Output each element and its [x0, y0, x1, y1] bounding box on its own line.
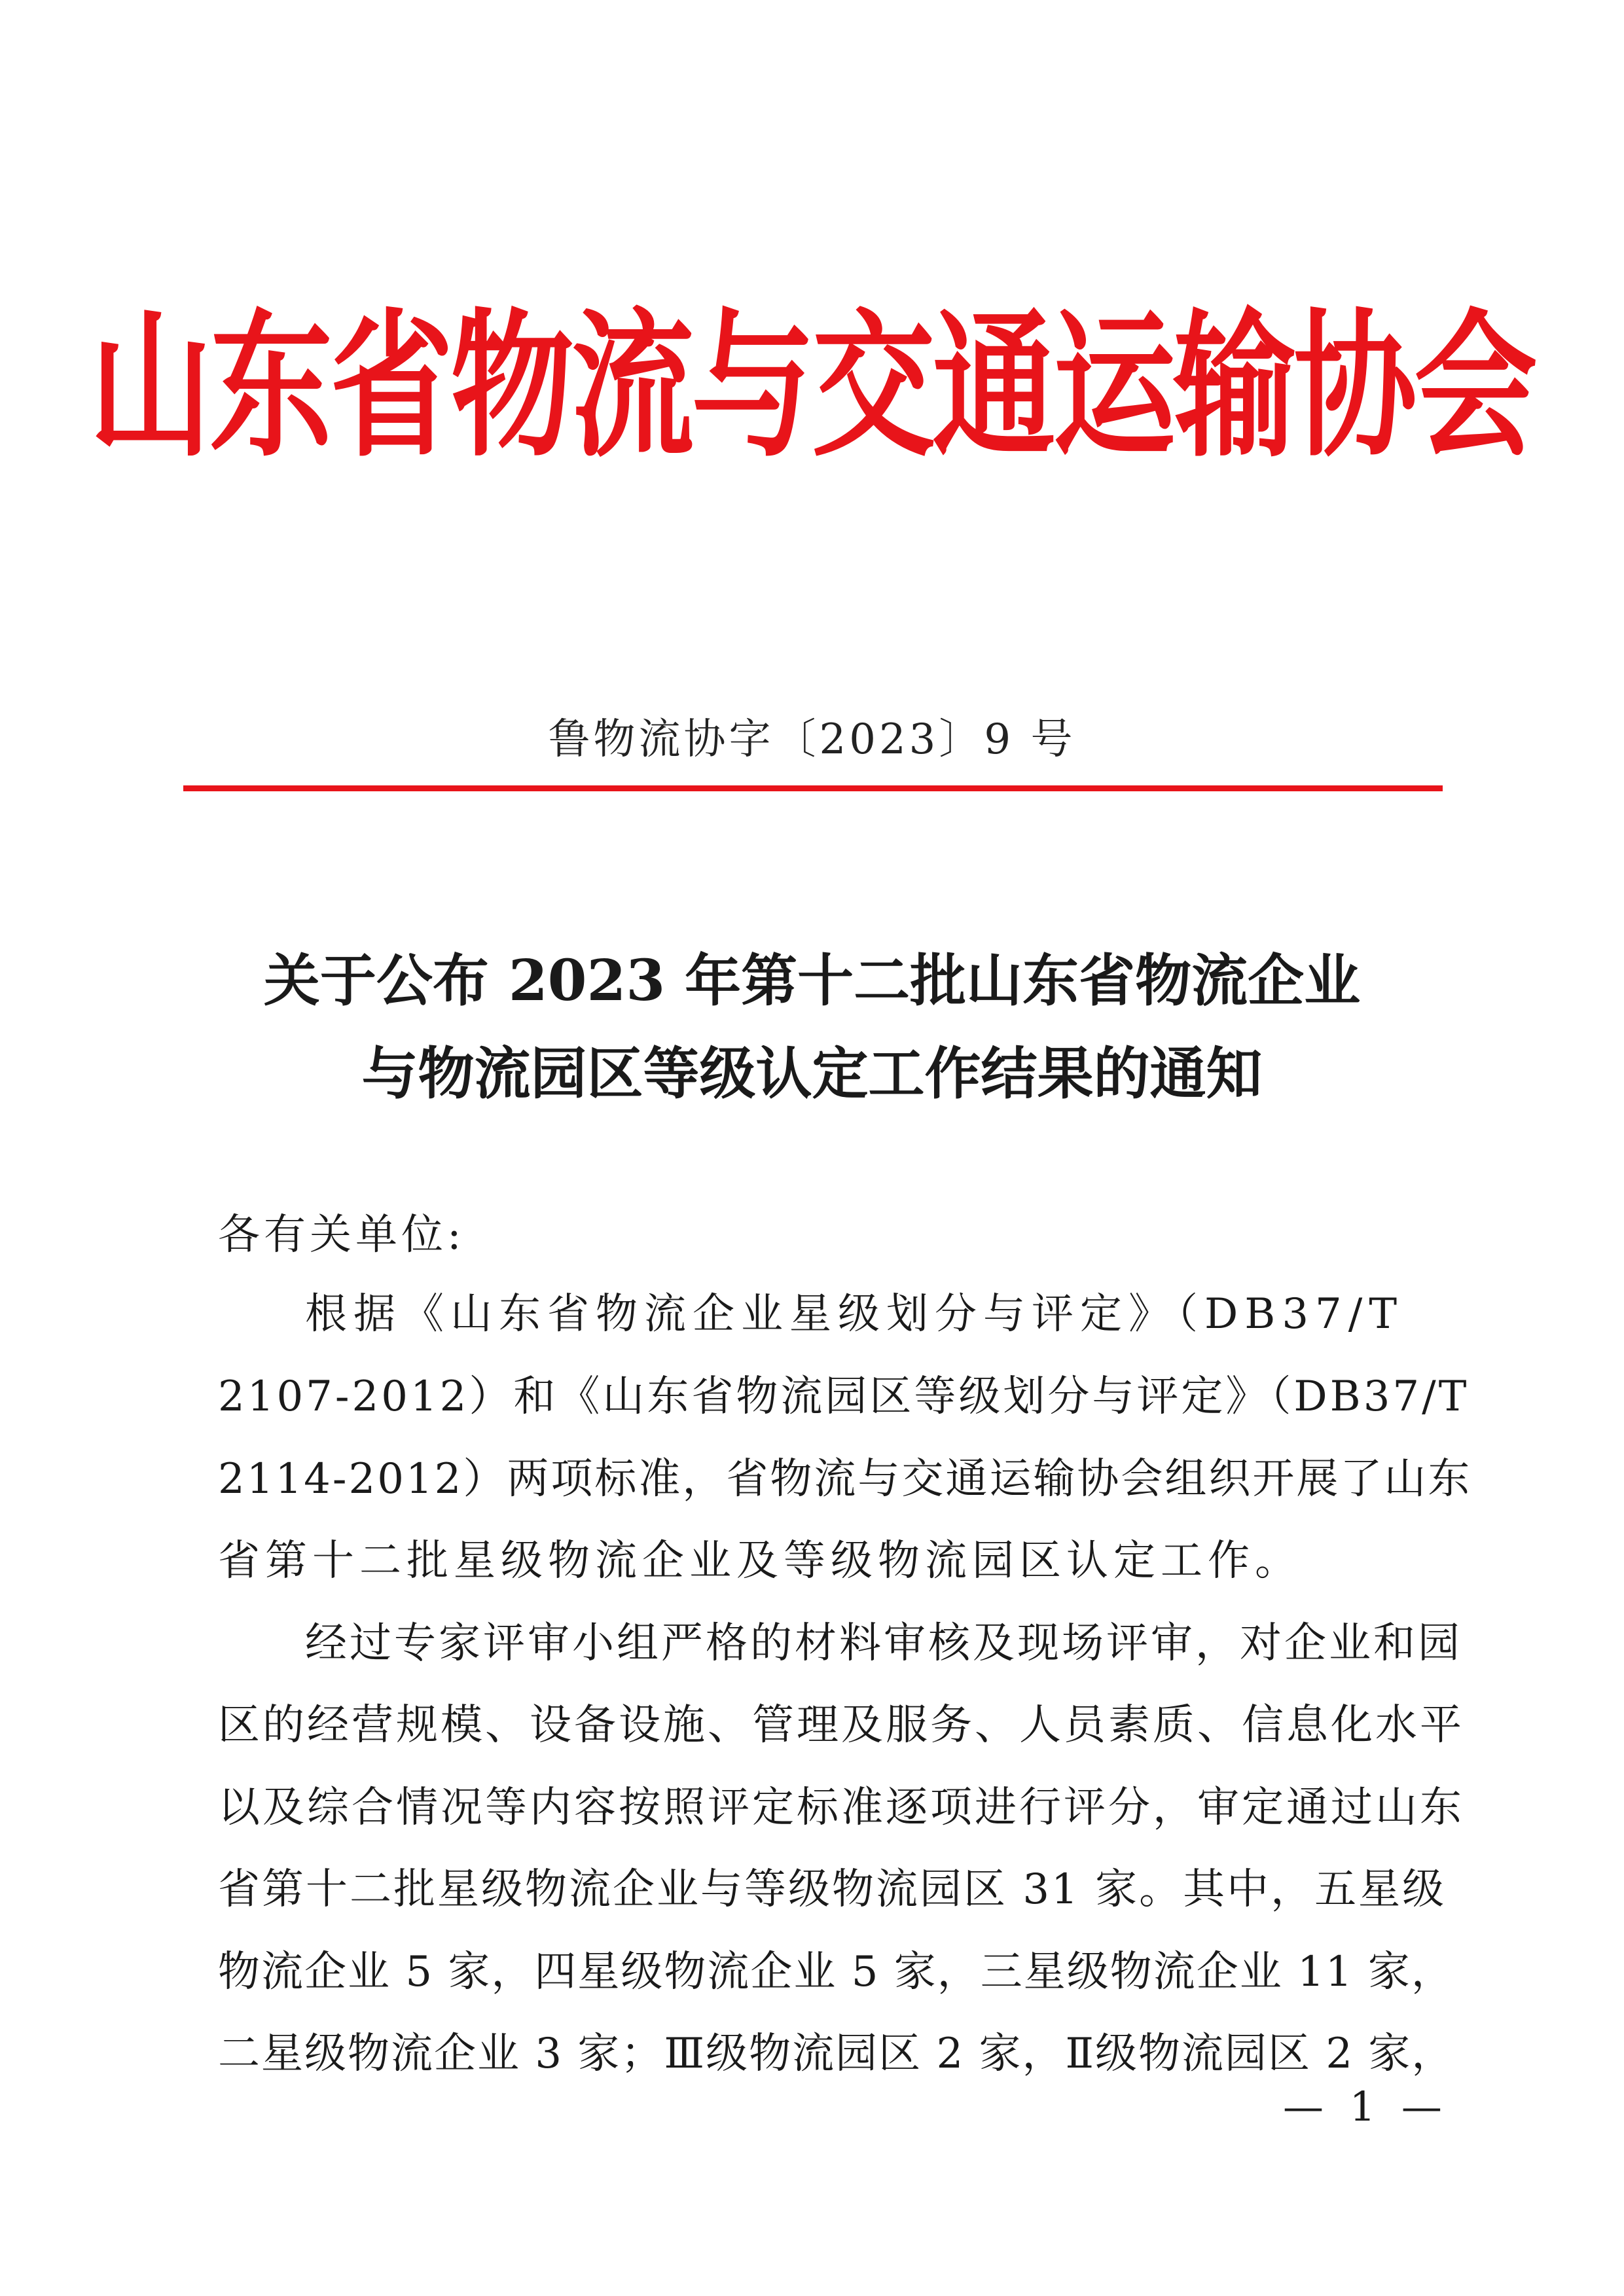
page-number: — 1 —	[1283, 2083, 1449, 2130]
body-line: 省第十二批星级物流企业与等级物流园区 31 家。其中，五星级	[218, 1865, 1447, 1914]
notice-title-line-2: 与物流园区等级认定工作结果的通知	[361, 1041, 1263, 1107]
body-line: 2114-2012）两项标准，省物流与交通运输协会组织开展了山东	[218, 1455, 1472, 1503]
body-line: 二星级物流企业 3 家；Ⅲ级物流园区 2 家，Ⅱ级物流园区 2 家，	[218, 2030, 1455, 2078]
document-number: 鲁物流协字〔2023〕9 号	[548, 715, 1076, 764]
body-line: 根据《山东省物流企业星级划分与评定》（DB37/T	[305, 1290, 1404, 1338]
body-line: 物流企业 5 家，四星级物流企业 5 家，三星级物流企业 11 家，	[218, 1948, 1454, 1996]
body-line: 经过专家评审小组严格的材料审核及现场评审，对企业和园	[305, 1619, 1462, 1668]
salutation: 各有关单位:	[218, 1211, 465, 1259]
body-line: 2107-2012）和《山东省物流园区等级划分与评定》（DB37/T	[218, 1372, 1470, 1421]
body-line: 省第十二批星级物流企业及等级物流园区认定工作。	[218, 1537, 1302, 1585]
body-line: 区的经营规模、设备设施、管理及服务、人员素质、信息化水平	[218, 1701, 1464, 1749]
letterhead-red-divider	[183, 785, 1443, 791]
letterhead-org-name: 山东省物流与交通运输协会	[89, 293, 1535, 479]
body-line: 以及综合情况等内容按照评定标准逐项进行评分，审定通过山东	[218, 1784, 1464, 1832]
notice-title-line-1: 关于公布 2023 年第十二批山东省物流企业	[263, 948, 1361, 1014]
